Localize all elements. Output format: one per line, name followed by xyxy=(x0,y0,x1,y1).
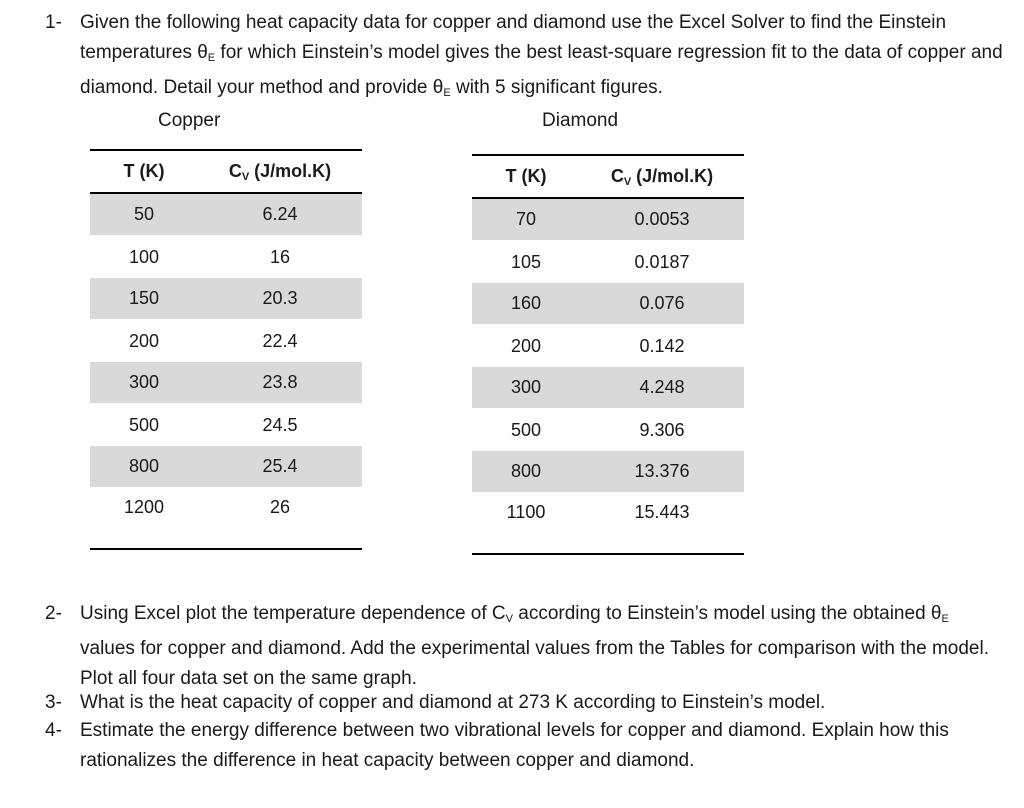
diamond-caption: Diamond xyxy=(542,110,619,131)
question-3-text: What is the heat capacity of copper and diamond at 273 K according to Einstein’s model. xyxy=(80,692,826,713)
question-1-number: 1- xyxy=(45,12,62,33)
question-4-text: Estimate the energy difference between two vibrational levels for copper and diamond. Explain how this rationalizes the difference in heat capacity between copper and diamond. xyxy=(80,720,949,771)
question-4 xyxy=(45,716,1005,776)
table-row: 200 0.142 xyxy=(510,336,685,356)
table-row: 1200 26 xyxy=(90,488,362,549)
table-row: 300 23.8 xyxy=(90,362,362,404)
table-row: 1100 15.443 xyxy=(472,493,744,554)
table-row: 800 25.4 xyxy=(90,446,362,488)
table-row: 500 9.306 xyxy=(510,420,685,440)
copper-col-heat-capacity: $C_V$ (J/mol.K) xyxy=(228,160,332,183)
question-4-number: 4- xyxy=(45,720,62,741)
table-row: 200 22.4 xyxy=(128,331,298,351)
diamond-table xyxy=(472,154,744,555)
table-row: 500 24.5 xyxy=(128,415,298,435)
copper-table xyxy=(90,149,362,550)
diamond-col-temperature: T (K) xyxy=(505,166,547,186)
table-row: 50 6.24 xyxy=(90,193,362,236)
table-row: 100 16 xyxy=(128,247,291,267)
question-1 xyxy=(45,8,1005,108)
table-row: 105 0.0187 xyxy=(510,252,690,272)
diamond-table-header xyxy=(472,155,744,198)
copper-caption: Copper xyxy=(158,110,221,131)
copper-table-header xyxy=(90,150,362,193)
table-row: 160 0.076 xyxy=(472,283,744,325)
question-3-number: 3- xyxy=(45,692,62,713)
table-row: 70 0.0053 xyxy=(472,198,744,241)
table-row: 800 13.376 xyxy=(472,451,744,493)
copper-col-temperature: T (K) xyxy=(123,161,165,181)
diamond-col-heat-capacity: $C_V$ (J/mol.K) xyxy=(610,165,714,188)
question-1-text: Given the following heat capacity data for copper and diamond use the Excel Solver to find the Einstein temperatures $\theta_E$ for which Einstein’s model gives the best least-square regression fit to the data of copper and diamond. Detail your method and provide $\theta_E$ with 5 significant figures. xyxy=(80,12,1003,99)
question-2-number: 2- xyxy=(45,603,62,624)
table-row: 150 20.3 xyxy=(90,278,362,320)
table-row: 300 4.248 xyxy=(472,367,744,409)
question-3 xyxy=(45,688,1005,718)
question-2 xyxy=(45,599,1005,694)
question-2-text: Using Excel plot the temperature dependence of $C_V$ according to Einstein’s model using the obtained $\theta_E$ values for copper and diamond. Add the experimental values from the Tables for comparison with the model. Plot all four data set on the same graph. xyxy=(80,603,989,689)
